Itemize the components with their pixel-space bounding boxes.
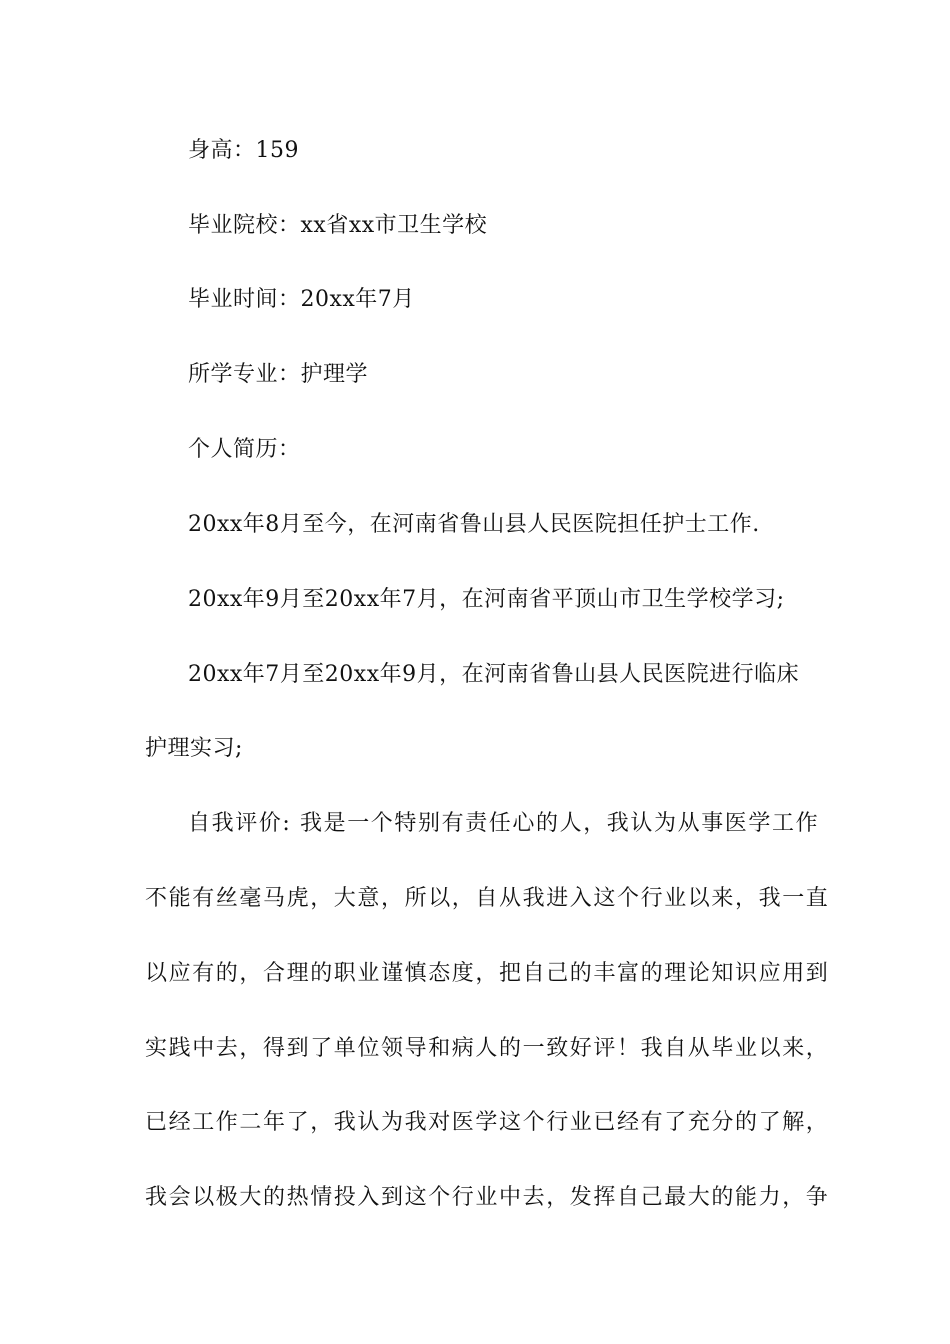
- self-evaluation-line: 我会以极大的热情投入到这个行业中去，发挥自己最大的能力，争: [145, 1185, 830, 1210]
- resume-item: 20xx年8月至今，在河南省鲁山县人民医院担任护士工作.: [188, 512, 760, 537]
- resume-item-continuation: 护理实习;: [145, 736, 243, 761]
- major-line: 所学专业：护理学: [188, 362, 369, 387]
- height-line: 身高：159: [188, 138, 299, 163]
- self-evaluation-line: 不能有丝毫马虎，大意，所以，自从我进入这个行业以来，我一直: [145, 886, 830, 911]
- self-evaluation-line: 已经工作二年了，我认为我对医学这个行业已经有了充分的了解，: [145, 1110, 830, 1135]
- self-evaluation-line: 以应有的，合理的职业谨慎态度，把自己的丰富的理论知识应用到: [145, 961, 830, 986]
- resume-item: 20xx年7月至20xx年9月，在河南省鲁山县人民医院进行临床: [188, 662, 800, 687]
- school-line: 毕业院校：xx省xx市卫生学校: [188, 213, 488, 238]
- resume-heading: 个人简历：: [188, 437, 301, 462]
- self-evaluation-line: 自我评价: 我是一个特别有责任心的人，我认为从事医学工作: [188, 811, 820, 836]
- self-evaluation-line: 实践中去，得到了单位领导和病人的一致好评！我自从毕业以来，: [145, 1036, 830, 1061]
- resume-item: 20xx年9月至20xx年7月，在河南省平顶山市卫生学校学习;: [188, 587, 785, 612]
- graduation-time-line: 毕业时间：20xx年7月: [188, 287, 415, 312]
